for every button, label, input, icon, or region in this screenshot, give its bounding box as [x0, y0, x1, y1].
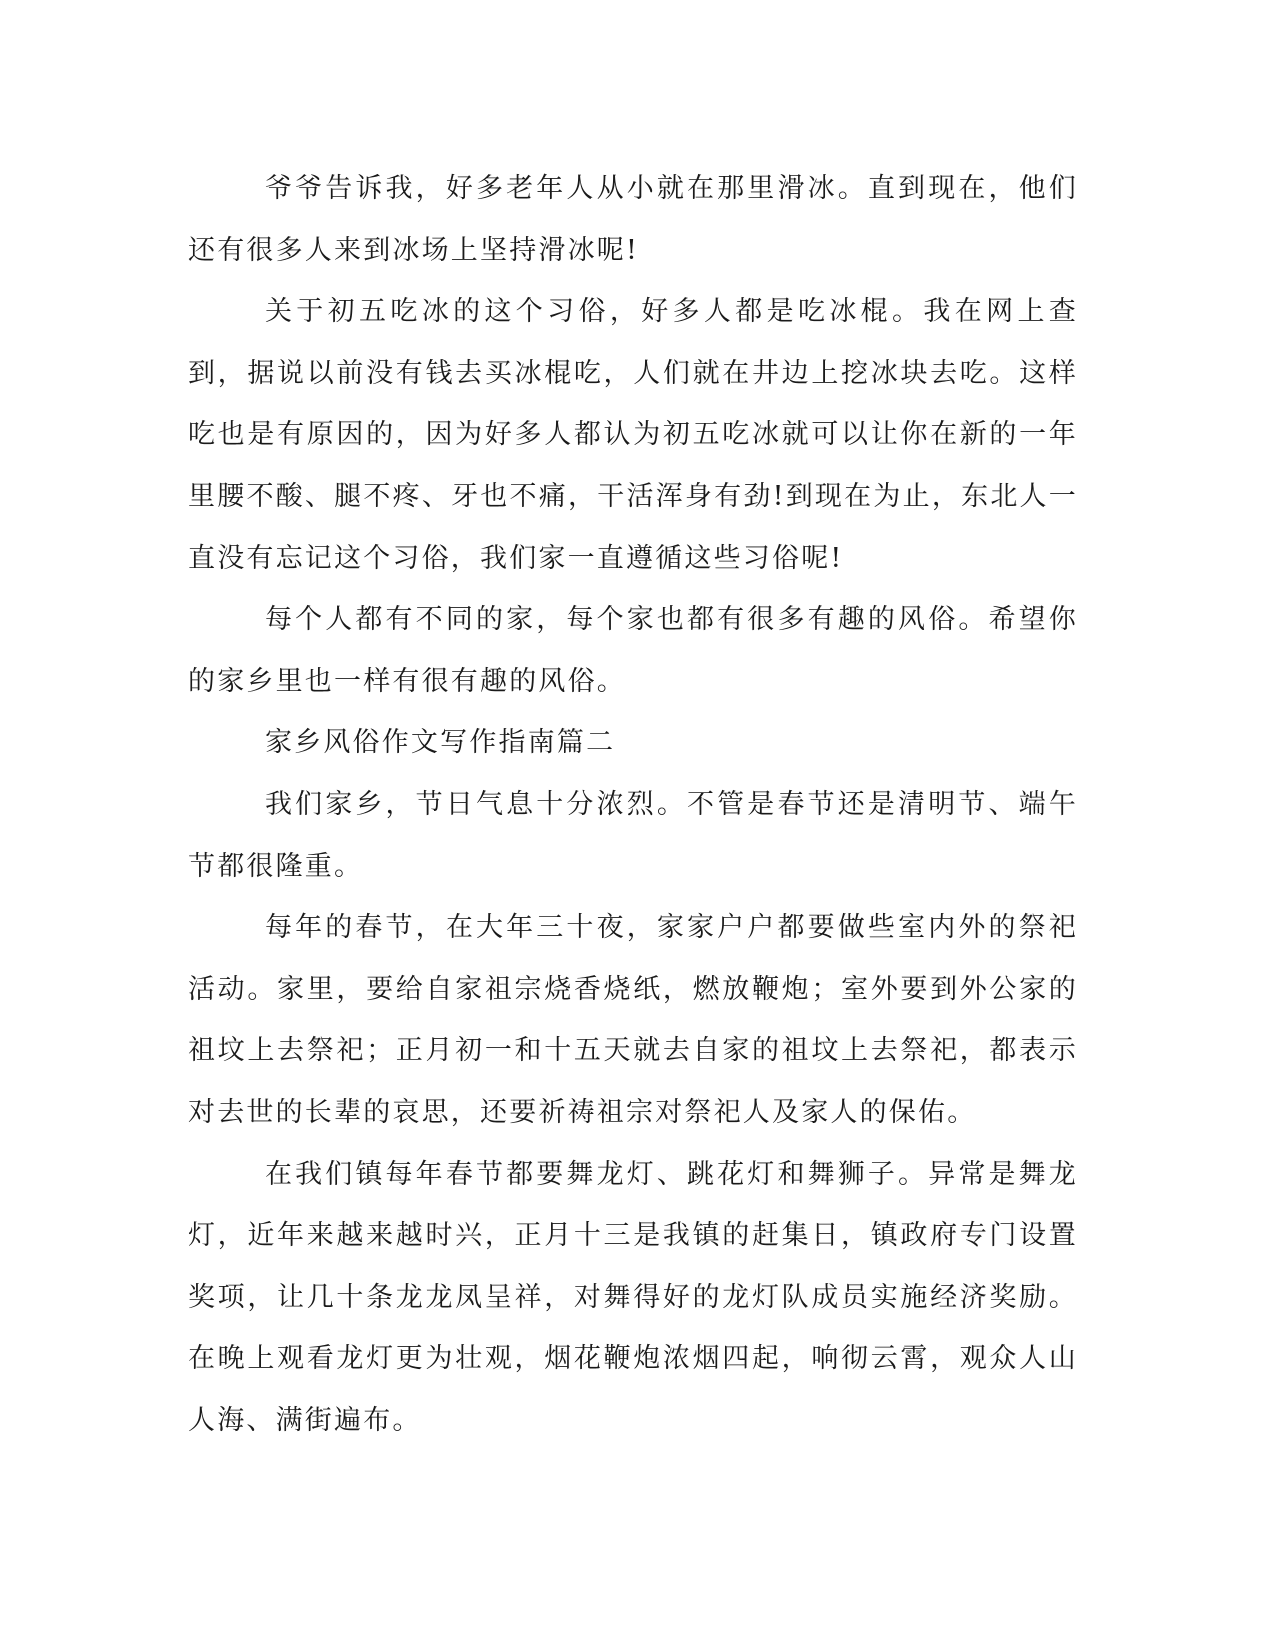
- document-body: [188, 158, 1078, 1451]
- paragraph: 每年的春节，在大年三十夜，家家户户都要做些室内外的祭祀活动。家里，要给自家祖宗烧香烧纸，燃放鞭炮；室外要到外公家的祖坟上去祭祀；正月初一和十五天就去自家的祖坟上去祭祀，都表示对去世的长辈的哀思，还要祈祷祖宗对祭祀人及家人的保佑。: [188, 912, 1078, 1128]
- paragraph: 爷爷告诉我，好多老年人从小就在那里滑冰。直到现在，他们还有很多人来到冰场上坚持滑冰呢!: [188, 173, 1078, 266]
- paragraph: 我们家乡，节日气息十分浓烈。不管是春节还是清明节、端午节都很隆重。: [188, 788, 1078, 882]
- paragraph: 在我们镇每年春节都要舞龙灯、跳花灯和舞狮子。异常是舞龙灯，近年来越来越时兴，正月十三是我镇的赶集日，镇政府专门设置奖项，让几十条龙龙凤呈祥，对舞得好的龙灯队成员实施经济奖励。在晚上观看龙灯更为壮观，烟花鞭炮浓烟四起，响彻云霄，观众人山人海、满街遍布。: [188, 1158, 1078, 1436]
- paragraph: 每个人都有不同的家，每个家也都有很多有趣的风俗。希望你的家乡里也一样有很有趣的风俗。: [188, 604, 1078, 697]
- section-heading: 家乡风俗作文写作指南篇二: [264, 727, 616, 759]
- paragraph: 关于初五吃冰的这个习俗，好多人都是吃冰棍。我在网上查到，据说以前没有钱去买冰棍吃，人们就在井边上挖冰块去吃。这样吃也是有原因的，因为好多人都认为初五吃冰就可以让你在新的一年里腰不酸、腿不疼、牙也不痛，干活浑身有劲!到现在为止，东北人一直没有忘记这个习俗，我们家一直遵循这些习俗呢!: [188, 296, 1078, 574]
